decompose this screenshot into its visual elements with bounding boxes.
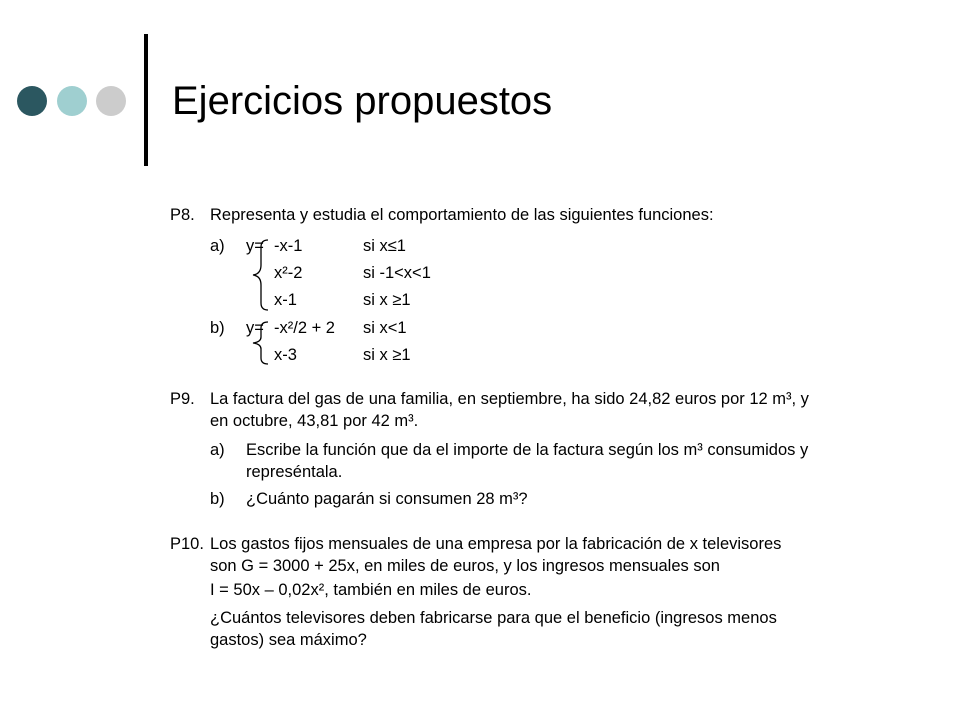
p9a-text-line1: Escribe la función que da el importe de la factura según los m³ consumidos y <box>246 441 809 459</box>
p8a-row2-expr: x²-2 <box>274 264 303 282</box>
bullet-dot-dark <box>17 86 47 116</box>
p8a-row2-cond: si -1<x<1 <box>363 264 431 282</box>
p9a-text-line2: represéntala. <box>246 463 343 481</box>
bullet-dot-teal <box>57 86 87 116</box>
p8b-row1-cond: si x<1 <box>363 319 407 337</box>
p8a-row3-cond: si x ≥1 <box>363 291 411 309</box>
p9b-text: ¿Cuánto pagarán si consumen 28 m³? <box>246 490 528 508</box>
p8b-row2-cond: si x ≥1 <box>363 346 411 364</box>
p9-statement-line2: en octubre, 43,81 por 42 m³. <box>210 412 419 430</box>
p8a-row3-expr: x-1 <box>274 291 297 309</box>
bullet-dot-gray <box>96 86 126 116</box>
p8-statement: Representa y estudia el comportamiento de las siguientes funciones: <box>210 206 714 224</box>
page-title: Ejercicios propuestos <box>172 79 553 123</box>
p10-statement-line1: Los gastos fijos mensuales de una empresa por la fabricación de x televisores <box>210 535 782 553</box>
p8b-row1-expr: -x²/2 + 2 <box>274 319 335 337</box>
p8a-row1-expr: -x-1 <box>274 237 303 255</box>
p9-number: P9. <box>170 390 195 408</box>
p9a-label: a) <box>210 441 225 459</box>
p8a-label: a) <box>210 237 225 255</box>
p8a-row1-cond: si x≤1 <box>363 237 406 255</box>
p8a-y-eq: y= <box>246 237 264 255</box>
p8b-label: b) <box>210 319 225 337</box>
p8b-row2-expr: x-3 <box>274 346 297 364</box>
p9b-label: b) <box>210 490 225 508</box>
p8-number: P8. <box>170 206 195 224</box>
p8b-brace-icon <box>250 321 272 365</box>
p8a-brace-icon <box>250 239 272 311</box>
p10-question-line2: gastos) sea máximo? <box>210 631 367 649</box>
p10-statement-line2: son G = 3000 + 25x, en miles de euros, y los ingresos mensuales son <box>210 557 720 575</box>
p10-statement-line3: I = 50x – 0,02x², también en miles de euros. <box>210 581 532 599</box>
p10-question-line1: ¿Cuántos televisores deben fabricarse para que el beneficio (ingresos menos <box>210 609 777 627</box>
p9-statement-line1: La factura del gas de una familia, en septiembre, ha sido 24,82 euros por 12 m³, y <box>210 390 809 408</box>
p8b-y-eq: y= <box>246 319 264 337</box>
title-divider-bar <box>144 34 148 166</box>
p10-number: P10. <box>170 535 204 553</box>
